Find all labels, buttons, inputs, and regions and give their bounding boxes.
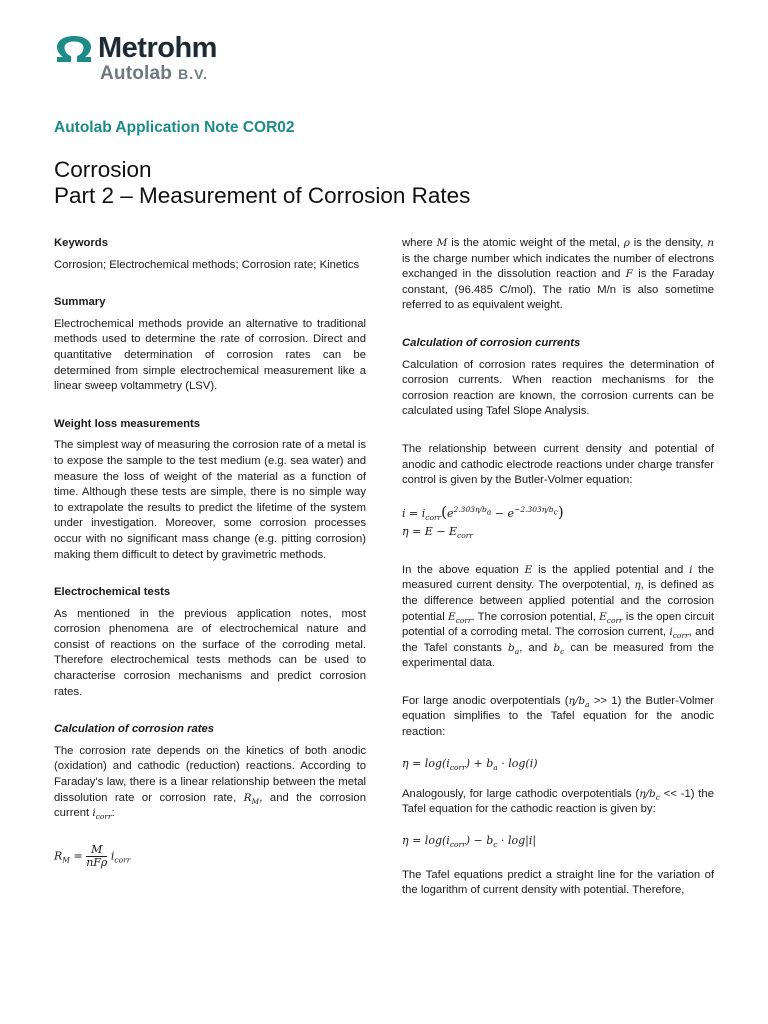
cathodic-tafel-equation: $\eta = \log(i_{corr}) - b_c \cdot \log|i|$ xyxy=(402,833,537,850)
corrosion-rates-heading: Calculation of corrosion rates xyxy=(54,723,215,736)
metrohm-logo xyxy=(54,32,254,88)
atomic-weight-text: where M is the atomic weight of the metal, ρ is the density, n is the charge number which indicates the number of electrons exchanged in the dissolution reaction and F is the Faraday constant, (96.485 C/mol). The ratio M/n is also sometime referred to as equivalent weight. xyxy=(402,237,714,312)
keywords-text: Corrosion; Electrochemical methods; Corrosion rate; Kinetics xyxy=(54,258,360,271)
summary-heading: Summary xyxy=(54,296,106,309)
tafel-prediction-text: The Tafel equations predict a straight line for the variation of the logarithm of current density with potential. Therefore, xyxy=(402,868,714,897)
title-line-2: Part 2 – Measurement of Corrosion Rates xyxy=(54,183,471,208)
summary-text: Electrochemical methods provide an alternative to traditional methods used to determine the rate of corrosion. Direct and quantitative determination of corrosion rates can be determined from simple electrochemical measurement like a linear sweep voltammetry (LSV). xyxy=(54,317,366,393)
logo-sub xyxy=(100,63,208,85)
faraday-equation: $R_M$ = $\frac{M}{\text{nFρ}}$ $i_{corr}$ xyxy=(54,842,131,869)
title-line-1: Corrosion xyxy=(54,157,152,182)
anodic-tafel-equation: $\eta = \log(i_{corr}) + b_a \cdot \log(i)$ xyxy=(402,756,538,772)
electrochemical-tests-heading: Electrochemical tests xyxy=(54,586,171,599)
weight-loss-text: The simplest way of measuring the corrosion rate of a metal is to expose the sample to the test medium (e.g. sea water) and measure the loss of weight of the material as a function of time. Although these tests are simple, there is no simple way to extrapolate the results to predict the lifetime of the system under investigation. Moreover, some corrosion processes occur with no significant mass change (e.g. pitting corrosion) making them difficult to detect by gravimetric methods. xyxy=(54,439,366,561)
parameters-text: In the above equation E is the applied potential and i the measured current density. The overpotential, η, is defined as the difference between applied potential and the corrosion potential $E_{corr}$. The corrosion potential, $E_{corr}$ is the open circuit potential of a corroding metal. The corrosion current, $i_{corr}$, and the Tafel constants $b_a$, and $b_c$ can be measured from the experimental data. xyxy=(402,563,715,670)
keywords-heading: Keywords xyxy=(54,237,108,249)
right-column xyxy=(402,236,714,899)
overpotential-equation: $\eta = E - E_{corr}$ xyxy=(402,524,473,540)
left-column xyxy=(54,236,366,869)
butler-volmer-equation: $i = i_{corr}(e^{2.303\eta/b_a} - e^{-2.303\eta/b_c})$ xyxy=(402,502,564,522)
logo-brand: Metrohm xyxy=(98,32,217,64)
page-title xyxy=(54,157,470,209)
corrosion-rates-text: The corrosion rate depends on the kinetics of both anodic (oxidation) and cathodic (reduction) reactions. According to Faraday's law, there is a linear relationship between the metal dissolution rate or corrosion rate, $R_M$, and the corrosion current $i_{corr}$: xyxy=(54,744,366,822)
metrohm-omega-icon xyxy=(54,36,94,64)
anodic-overpotential-text: For large anodic overpotentials $(\eta/b_a >> 1)$ the Butler-Volmer equation simplifies to the Tafel equation for the anodic reaction: xyxy=(402,694,714,739)
cathodic-overpotential-text: Analogously, for large cathodic overpotentials $(\eta/b_c << -1)$ the Tafel equation for the cathodic reaction is given by: xyxy=(402,787,714,816)
corrosion-currents-heading: Calculation of corrosion currents xyxy=(402,336,581,349)
logo-sub-name: Autolab xyxy=(100,63,173,84)
weight-loss-heading: Weight loss measurements xyxy=(54,417,201,430)
logo-sub-suffix: B.V. xyxy=(178,66,209,82)
electrochemical-tests-text: As mentioned in the previous application notes, most corrosion phenomena are of electrochemical nature and consist of reactions on the surface of the corroding metal. Therefore electrochemical tests methods can be used to characterise corrosion mechanisms and predict corrosion rates. xyxy=(54,607,366,698)
butler-volmer-text: The relationship between current density and potential of anodic and cathodic electrode reactions under charge transfer control is given by the Butler-Volmer equation: xyxy=(402,442,714,487)
corrosion-currents-text: Calculation of corrosion rates requires the determination of corrosion currents. When reaction mechanisms for the corrosion reaction are known, the corrosion currents can be calculated using Tafel Slope Analysis. xyxy=(402,358,714,418)
application-note-label: Autolab Application Note COR02 xyxy=(54,119,295,136)
